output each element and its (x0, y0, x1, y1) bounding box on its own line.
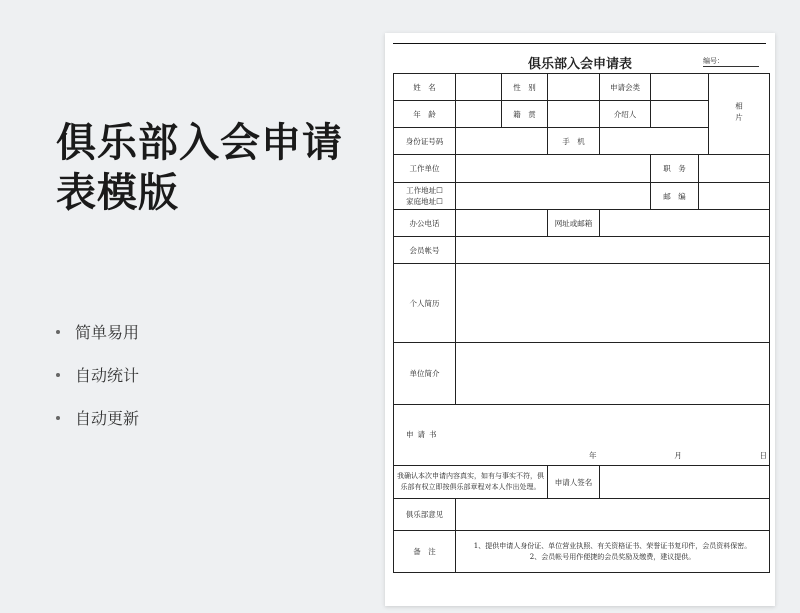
date-year-label: 年 (589, 451, 597, 460)
referrer-field[interactable] (651, 101, 709, 128)
applicant-signature-field[interactable] (600, 466, 770, 499)
resume-field[interactable] (456, 264, 770, 343)
postcode-field[interactable] (699, 183, 770, 210)
age-label: 年 龄 (394, 101, 456, 128)
age-field[interactable] (456, 101, 502, 128)
mobile-label: 手 机 (548, 128, 600, 155)
origin-field[interactable] (548, 101, 600, 128)
referrer-label: 介绍人 (600, 101, 651, 128)
position-label: 职 务 (651, 155, 699, 183)
feature-label: 简单易用 (75, 323, 140, 342)
date-line (589, 450, 767, 461)
office-phone-label: 办公电话 (394, 210, 456, 237)
top-rule (393, 43, 766, 44)
remarks-label: 备 注 (394, 531, 456, 573)
category-label: 申请会类 (600, 74, 651, 101)
form-preview (385, 33, 775, 606)
name-field[interactable] (456, 74, 502, 101)
origin-label: 籍 贯 (502, 101, 548, 128)
id-number-field[interactable] (456, 128, 548, 155)
gender-label: 性 别 (502, 74, 548, 101)
declaration-text: 我确认本次申请内容真实，如有与事实不符，俱乐部有权立即按俱乐部章程对本人作出处理。 (394, 466, 548, 499)
gender-field[interactable] (548, 74, 600, 101)
club-opinion-field[interactable] (456, 499, 770, 531)
page-title: 俱乐部入会申请表模版 (56, 120, 343, 216)
feature-label: 自动统计 (75, 366, 140, 385)
application-form-table (393, 73, 770, 573)
club-opinion-label: 俱乐部意见 (394, 499, 456, 531)
postcode-label: 邮 编 (651, 183, 699, 210)
office-phone-field[interactable] (456, 210, 548, 237)
remarks-notes (456, 531, 770, 573)
feature-item (56, 396, 139, 439)
resume-label: 个人简历 (394, 264, 456, 343)
employer-label: 工作单位 (394, 155, 456, 183)
mobile-field[interactable] (600, 128, 709, 155)
feature-list (56, 310, 139, 439)
applicant-signature-label: 申请人签名 (548, 466, 600, 499)
address-label (394, 183, 456, 210)
note-item: 2、会员帐号用作便捷的会员奖励及缴费，建议提供。 (529, 552, 696, 561)
work-address-option[interactable]: 工作地址☐ (406, 186, 443, 195)
date-month-label: 月 (674, 451, 682, 460)
application-label: 申请书 (406, 430, 441, 439)
id-number-label: 身份证号码 (394, 128, 456, 155)
photo-box (709, 74, 770, 155)
feature-item (56, 310, 139, 353)
bullet-icon (56, 373, 60, 377)
application-letter-field[interactable] (394, 405, 770, 466)
feature-label: 自动更新 (75, 409, 140, 428)
home-address-option[interactable]: 家庭地址☐ (406, 197, 443, 206)
date-day-label: 日 (759, 451, 767, 460)
category-field[interactable] (651, 74, 709, 101)
website-email-label: 网址或邮箱 (548, 210, 600, 237)
address-field[interactable] (456, 183, 651, 210)
feature-item (56, 353, 139, 396)
name-label: 姓 名 (394, 74, 456, 101)
company-intro-label: 单位简介 (394, 343, 456, 405)
company-intro-field[interactable] (456, 343, 770, 405)
website-email-field[interactable] (600, 210, 770, 237)
member-account-label: 会员帐号 (394, 237, 456, 264)
employer-field[interactable] (456, 155, 651, 183)
form-title: 俱乐部入会申请表 (527, 57, 632, 72)
photo-label: 相片 (734, 101, 744, 125)
member-account-field[interactable] (456, 237, 770, 264)
bullet-icon (56, 330, 60, 334)
bullet-icon (56, 416, 60, 420)
note-item: 1、提供申请人身份证、单位营业执照、有关资格证书、荣誉证书复印件，会员资料保密。 (473, 541, 752, 550)
serial-number-field: 编号： (703, 56, 759, 67)
position-field[interactable] (699, 155, 770, 183)
